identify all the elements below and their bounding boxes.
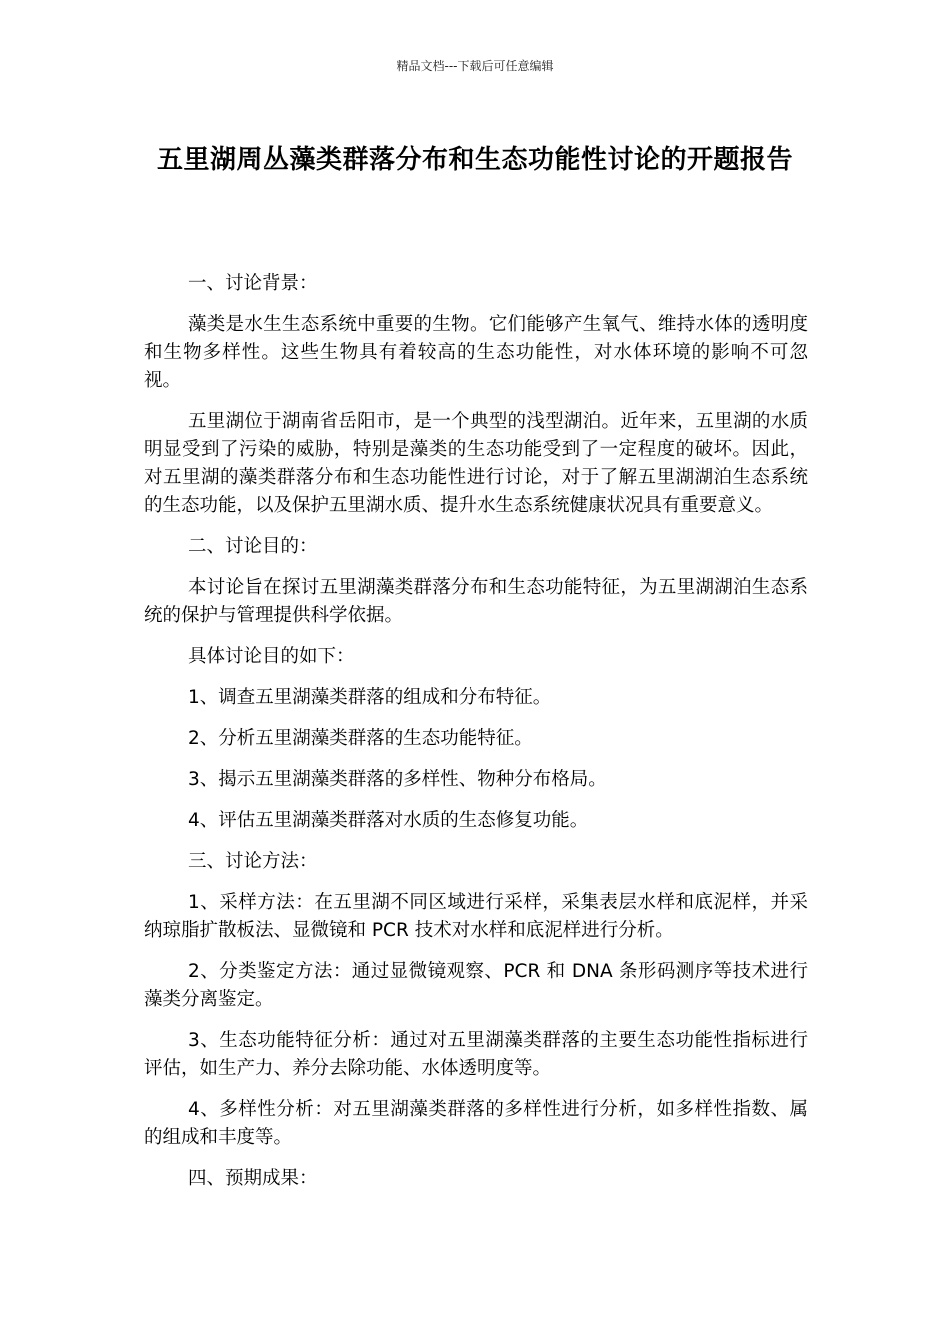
list-item-method-4: 4、多样性分析：对五里湖藻类群落的多样性进行分析，如多样性指数、属的组成和丰度等。: [144, 1099, 808, 1148]
list-item-purpose-2: 2、分析五里湖藻类群落的生态功能特征。: [188, 728, 533, 749]
list-item-method-2: 2、分类鉴定方法：通过显微镜观察、PCR 和 DNA 条形码测序等技术进行藻类分离鉴定。: [144, 961, 808, 1010]
section-heading-purpose: 二、讨论目的：: [188, 536, 318, 557]
list-item-purpose-3: 3、揭示五里湖藻类群落的多样性、物种分布格局。: [188, 769, 607, 790]
page-header-note: 精品文档---下载后可任意编辑: [396, 59, 554, 73]
section-heading-expected-results: 四、预期成果：: [188, 1168, 318, 1189]
list-item-purpose-1: 1、调查五里湖藻类群落的组成和分布特征。: [188, 687, 552, 708]
paragraph-purpose-summary: 本讨论旨在探讨五里湖藻类群落分布和生态功能特征，为五里湖湖泊生态系统的保护与管理提供科学依据。: [144, 577, 808, 626]
document-title: 五里湖周丛藻类群落分布和生态功能性讨论的开题报告: [156, 145, 793, 175]
paragraph-wuli-lake-context: 五里湖位于湖南省岳阳市，是一个典型的浅型湖泊。近年来，五里湖的水质明显受到了污染的威胁，特别是藻类的生态功能受到了一定程度的破坏。因此，对五里湖的藻类群落分布和生态功能性进行讨论，对于了解五里湖湖泊生态系统的生态功能，以及保护五里湖水质、提升水生态系统健康状况具有重要意义。: [144, 411, 808, 516]
paragraph-specific-purposes-intro: 具体讨论目的如下：: [188, 646, 355, 667]
list-item-method-1: 1、采样方法：在五里湖不同区域进行采样，采集表层水样和底泥样，并采纳琼脂扩散板法、显微镜和 PCR 技术对水样和底泥样进行分析。: [144, 892, 808, 941]
section-heading-background: 一、讨论背景：: [188, 273, 318, 294]
list-item-purpose-4: 4、评估五里湖藻类群落对水质的生态修复功能。: [188, 810, 589, 831]
list-item-method-3: 3、生态功能特征分析：通过对五里湖藻类群落的主要生态功能性指标进行评估，如生产力、养分去除功能、水体透明度等。: [144, 1030, 808, 1079]
document-body: [144, 270, 808, 1206]
paragraph-algae-importance: 藻类是水生生态系统中重要的生物。它们能够产生氧气、维持水体的透明度和生物多样性。这些生物具有着较高的生态功能性，对水体环境的影响不可忽视。: [144, 314, 808, 391]
section-heading-methods: 三、讨论方法：: [188, 851, 318, 872]
